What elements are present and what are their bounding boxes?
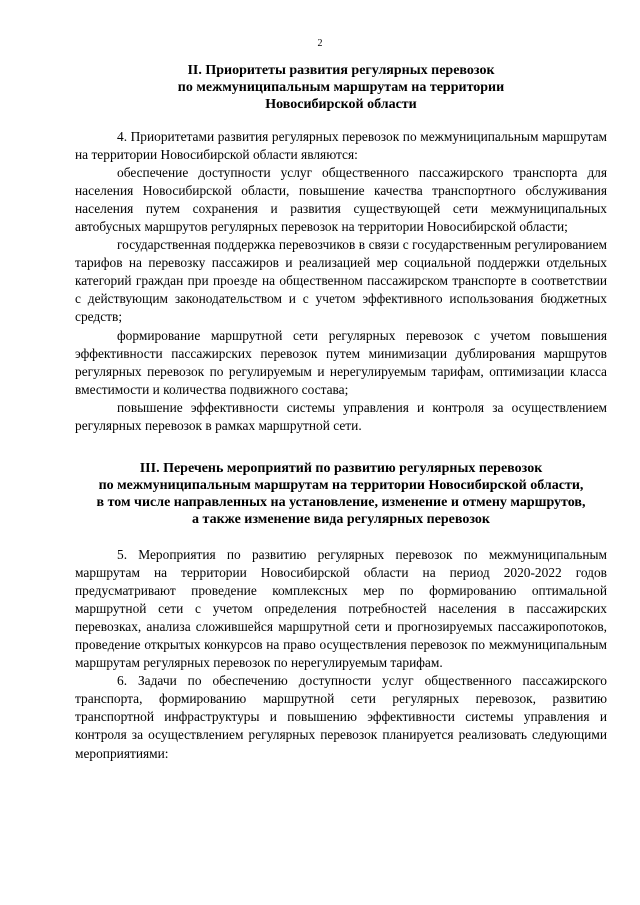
priority-item-route-network: формирование маршрутной сети регулярных перевозок с учетом повышения эффективности пассажирских перевозок путем минимизации дублирования маршрутов регулярных перевозок по регулируемым и нерегулируемым тарифам, оптимизации класса вместимости и количества подвижного состава; <box>75 327 607 397</box>
section-2-body <box>75 128 607 435</box>
paragraph-4: 4. Приоритетами развития регулярных перевозок по межмуниципальным маршрутам на территории Новосибирской области являются: <box>75 129 607 163</box>
section-3-title-line: по межмуниципальным маршрутам на территории Новосибирской области, <box>98 478 584 493</box>
section-3-body <box>75 546 607 763</box>
section-2-title-line: Новосибирской области <box>265 97 417 112</box>
section-2-title-line: II. Приоритеты развития регулярных перевозок <box>187 63 495 78</box>
section-3-title-line: III. Перечень мероприятий по развитию регулярных перевозок <box>139 461 543 476</box>
page-number: 2 <box>317 38 323 49</box>
section-2-title-line: по межмуниципальным маршрутам на территории <box>177 80 505 95</box>
paragraph-5: 5. Мероприятия по развитию регулярных перевозок по межмуниципальным маршрутам на территории Новосибирской области на период 2020-2022 годов предусматривают проведение комплексных мер по формированию оптимальной маршрутной сети с учетом определения потребностей населения в пассажирских перевозках, анализа сложившейся маршрутной сети и прогнозируемых пассажиропотоков, проведение открытых конкурсов на право осуществления перевозок по межмуниципальным маршрутам регулярных перевозок по нерегулируемым тарифам. <box>75 547 607 671</box>
paragraph-6: 6. Задачи по обеспечению доступности услуг общественного пассажирского транспорта, формированию маршрутной сети регулярных перевозок, развитию транспортной инфраструктуры и повышению эффективности системы управления и контроля за осуществлением регулярных перевозок планируется реализовать следующими мероприятиями: <box>75 673 607 761</box>
priority-item-accessibility: обеспечение доступности услуг общественного пассажирского транспорта для населения Новосибирской области, повышение качества транспортного обслуживания населения путем сохранения и развития существующей сети межмуниципальных автобусных маршрутов регулярных перевозок на территории Новосибирской области; <box>75 165 607 235</box>
section-3-title-line: а также изменение вида регулярных перевозок <box>192 512 490 527</box>
section-2-title <box>75 62 607 113</box>
priority-item-state-support: государственная поддержка перевозчиков в связи с государственным регулированием тарифов на перевозку пассажиров и реализацией мер социальной поддержки отдельных категорий граждан при проезде на общественном пассажирском транспорте в соответствии с действующим законодательством и с учетом эффективного использования бюджетных средств; <box>75 237 607 325</box>
section-3-title-line: в том числе направленных на установление, изменение и отмену маршрутов, <box>96 495 586 510</box>
priority-item-management: повышение эффективности системы управления и контроля за осуществлением регулярных перевозок в рамках маршрутной сети. <box>75 399 607 433</box>
section-3-title <box>75 460 607 528</box>
